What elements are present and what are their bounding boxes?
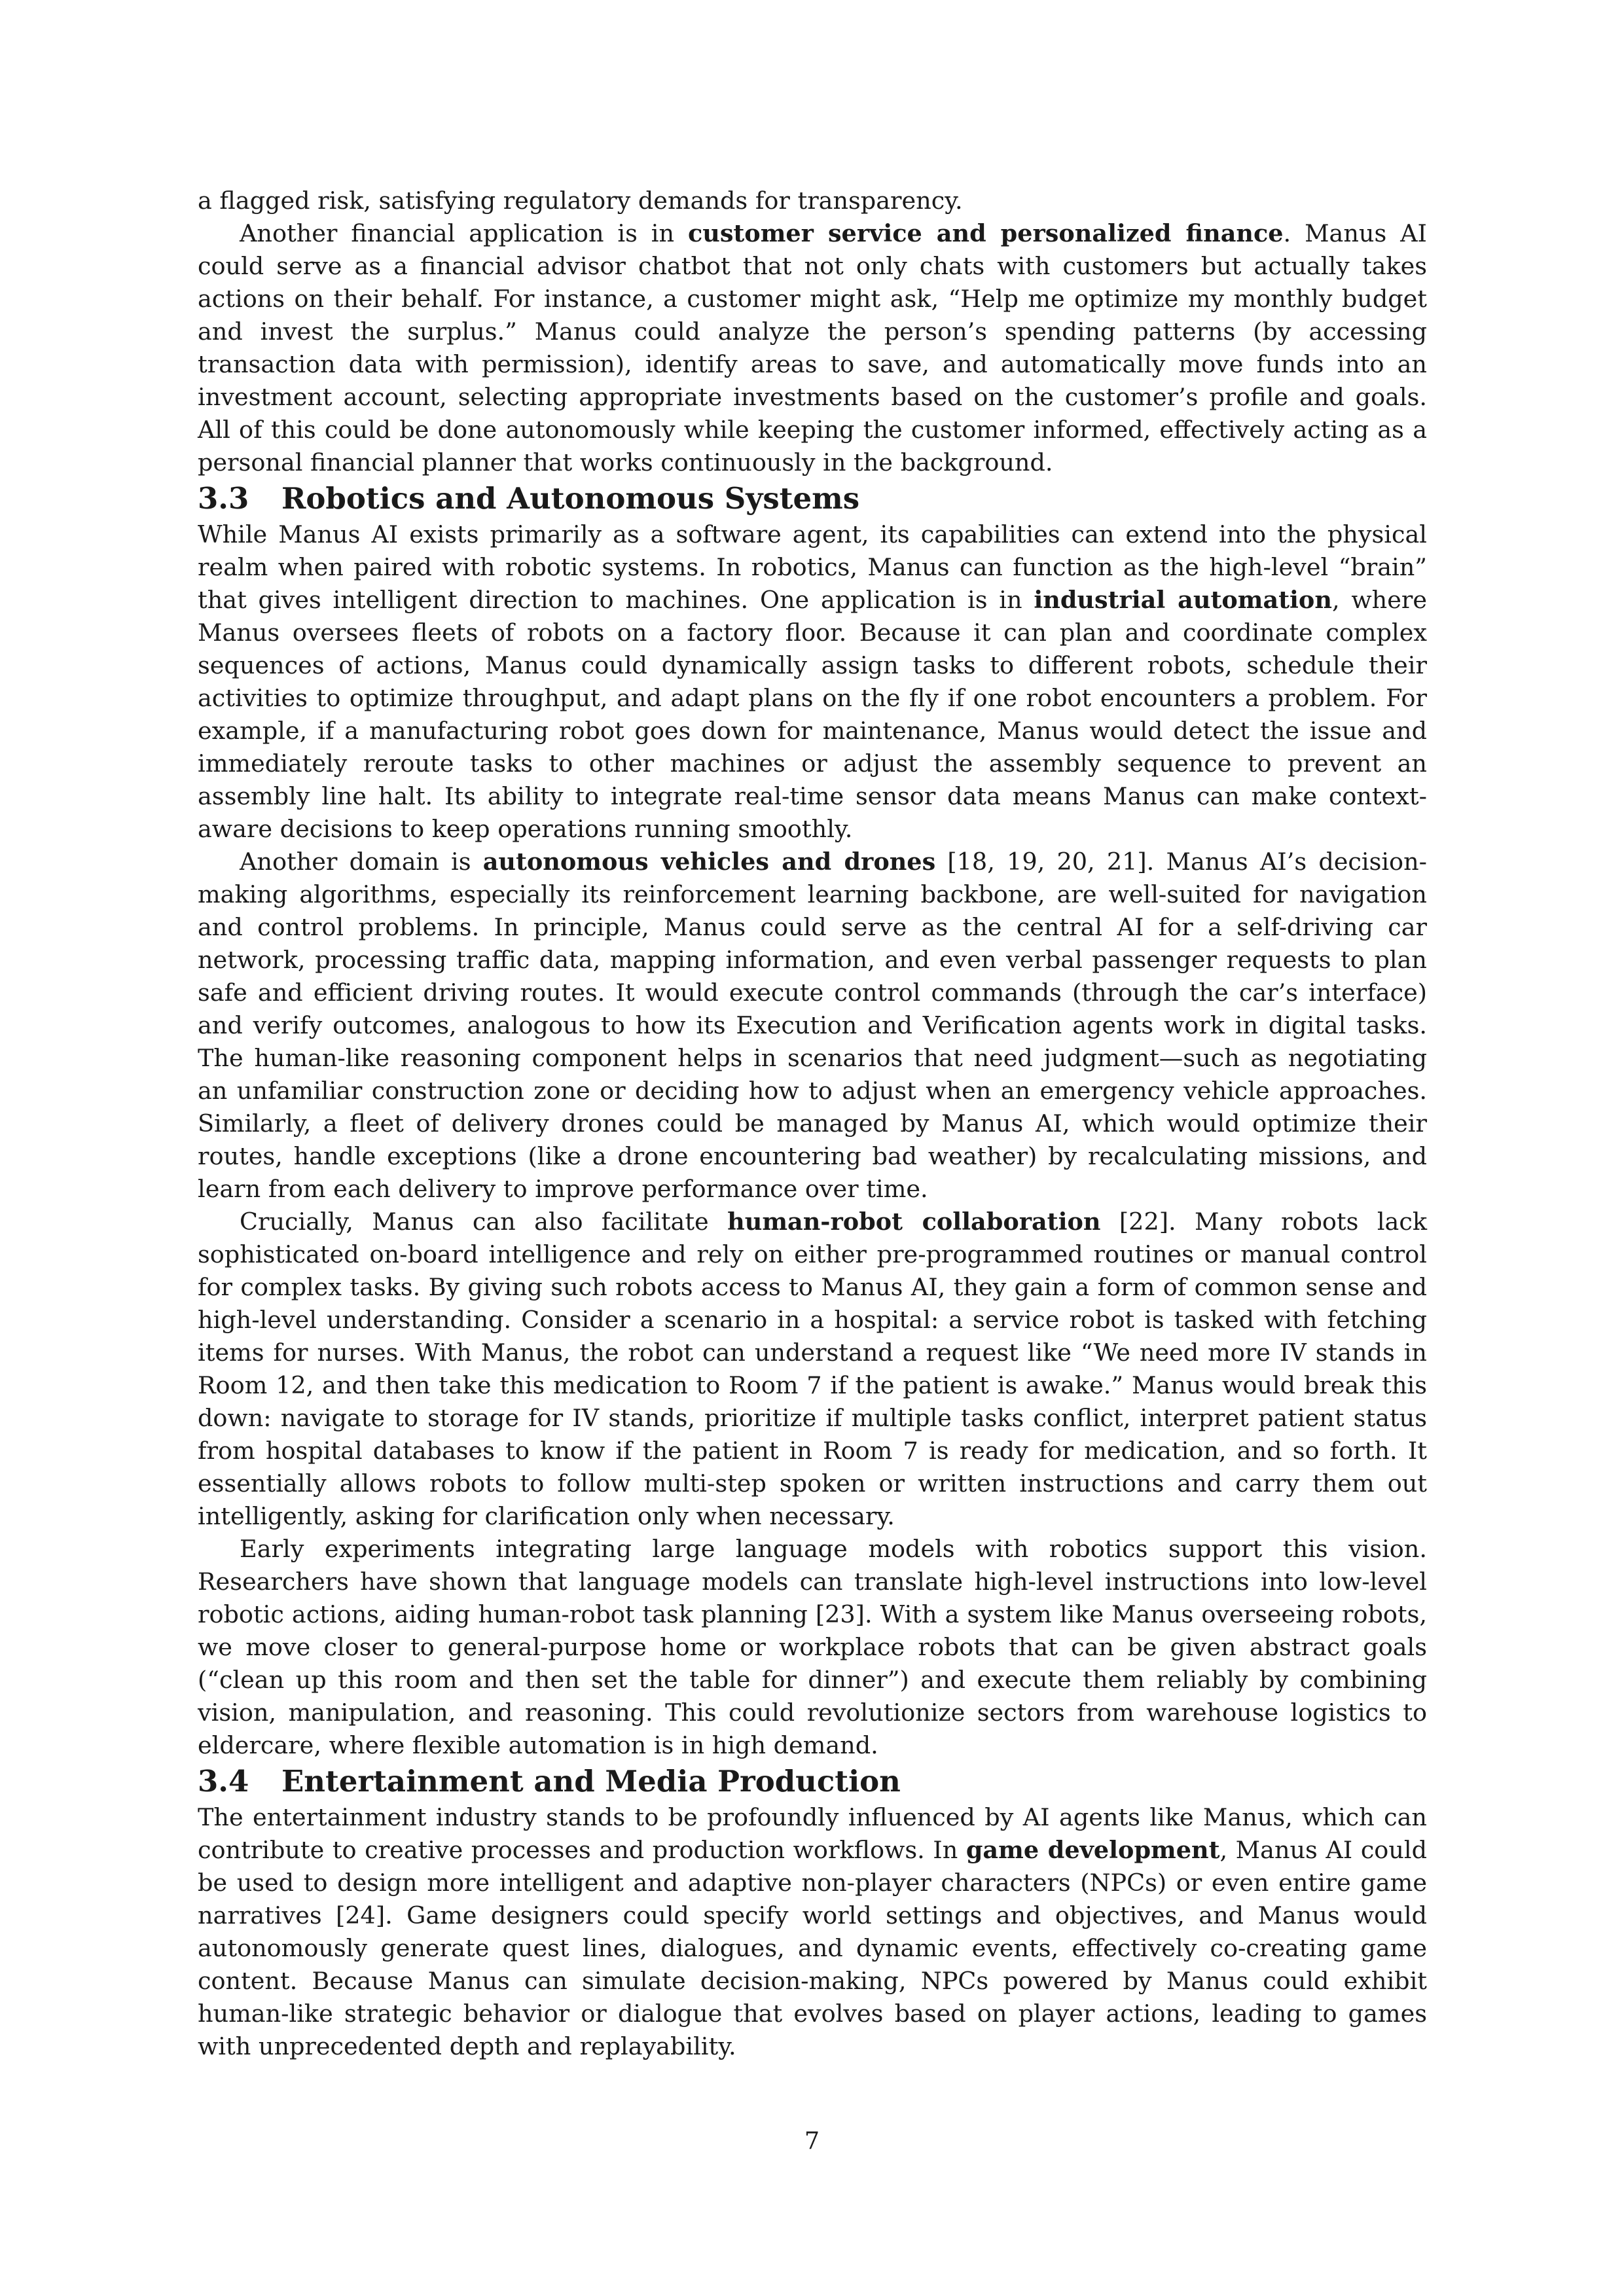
paragraph-human-robot-collaboration — [198, 1206, 1427, 1533]
text-run: While Manus AI exists primarily as a software agent, its capabilities can extend into the physical realm when paired with robotic systems. In robotics, Manus can function as the high-level “brain” that gives intelligent direction to machines. One application is in — [198, 520, 1427, 614]
text-run: , where Manus oversees fleets of robots on a factory floor. Because it can plan and coordinate complex sequences of actions, Manus could dynamically assign tasks to different robots, schedule their activities to optimize throughput, and adapt plans on the fly if one robot encounters a problem. For example, if a manufacturing robot goes down for maintenance, Manus would detect the issue and immediately reroute tasks to other machines or adjust the assembly sequence to prevent an assembly line halt. Its ability to integrate real-time sensor data means Manus can make context-aware decisions to keep operations running smoothly. — [198, 586, 1427, 843]
section-title: Robotics and Autonomous Systems — [281, 481, 860, 516]
page-number: 7 — [804, 2126, 820, 2155]
text-run: [18, 19, 20, 21]. Manus AI’s decision-making algorithms, especially its reinforcement learning backbone, are well-suited for navigation and control problems. In principle, Manus could serve as the central AI for a self-driving car network, processing traffic data, mapping information, and even verbal passenger requests to plan safe and efficient driving routes. It would execute control commands (through the car’s interface) and verify outcomes, analogous to how its Execution and Verification agents work in digital tasks. The human-like reasoning component helps in scenarios that need judgment—such as negotiating an unfamiliar construction zone or deciding how to adjust when an emergency vehicle approaches. Similarly, a fleet of delivery drones could be managed by Manus AI, which would optimize their routes, handle exceptions (like a drone encountering bad weather) by recalculating missions, and learn from each delivery to improve performance over time. — [198, 848, 1427, 1203]
bold-term: human-robot collaboration — [727, 1208, 1101, 1236]
section-number: 3.4 — [198, 1764, 249, 1799]
text-run: . Manus AI could serve as a financial advisor chatbot that not only chats with customers but actually takes actions on their behalf. For instance, a customer might ask, “Help me optimize my monthly budget and invest the surplus.” Manus could analyze the person’s spending patterns (by accessing transaction data with permission), identify areas to save, and automatically move funds into an investment account, selecting appropriate investments based on the customer’s profile and goals. All of this could be done autonomously while keeping the customer informed, effectively acting as a personal financial planner that works continuously in the background. — [198, 219, 1427, 476]
text-run: Another financial application is in — [240, 219, 688, 247]
text-run: , Manus AI could be used to design more intelligent and adaptive non-player characters (NPCs) or even entire game narratives [24]. Game designers could specify world settings and objectives, and Manus would autonomously generate quest lines, dialogues, and dynamic events, effectively co-creating game content. Because Manus can simulate decision-making, NPCs powered by Manus could exhibit human-like strategic behavior or dialogue that evolves based on player actions, leading to games with unprecedented depth and replayability. — [198, 1836, 1427, 2060]
paragraph-industrial-automation — [198, 518, 1427, 846]
text-run: Early experiments integrating large language models with robotics support this vision. Researchers have shown that language models can translate high-level instructions into low-level robotic actions, aiding human-robot task planning [23]. With a system like Manus overseeing robots, we move closer to general-purpose home or workplace robots that can be given abstract goals (“clean up this room and then set the table for dinner”) and execute them reliably by combining vision, manipulation, and reasoning. This could revolutionize sectors from warehouse logistics to eldercare, where flexible automation is in high demand. — [198, 1535, 1427, 1759]
bold-term: autonomous vehicles and drones — [482, 848, 936, 876]
section-heading-3-4 — [198, 1762, 1427, 1801]
section-number: 3.3 — [198, 481, 249, 516]
text-run: The entertainment industry stands to be profoundly influenced by AI agents like Manus, which can contribute to creative processes and production workflows. In — [198, 1803, 1427, 1864]
bold-term: game development — [965, 1836, 1220, 1864]
text-run: Crucially, Manus can also facilitate — [240, 1208, 728, 1236]
paragraph-3-2-tail: a flagged risk, satisfying regulatory demands for transparency. — [198, 187, 963, 215]
paragraph-llm-robotics — [198, 1533, 1427, 1762]
bold-term: customer service and personalized finance — [687, 219, 1284, 247]
page-body — [198, 185, 1427, 2148]
text-run: [22]. Many robots lack sophisticated on-board intelligence and rely on either pre-programmed routines or manual control for complex tasks. By giving such robots access to Manus AI, they gain a form of common sense and high-level understanding. Consider a scenario in a hospital: a service robot is tasked with fetching items for nurses. With Manus, the robot can understand a request like “We need more IV stands in Room 12, and then take this medication to Room 7 if the patient is awake.” Manus would break this down: navigate to storage for IV stands, prioritize if multiple tasks conflict, interpret patient status from hospital databases to know if the patient in Room 7 is ready for medication, and so forth. It essentially allows robots to follow multi-step spoken or written instructions and carry them out intelligently, asking for clarification only when necessary. — [198, 1208, 1427, 1530]
section-heading-3-3 — [198, 479, 1427, 518]
section-title: Entertainment and Media Production — [281, 1764, 901, 1799]
paragraph-game-development — [198, 1801, 1427, 2063]
paragraph-personalized-finance — [198, 217, 1427, 479]
paragraph-autonomous-vehicles — [198, 846, 1427, 1206]
bold-term: industrial automation — [1034, 586, 1332, 614]
text-run: Another domain is — [240, 848, 483, 876]
